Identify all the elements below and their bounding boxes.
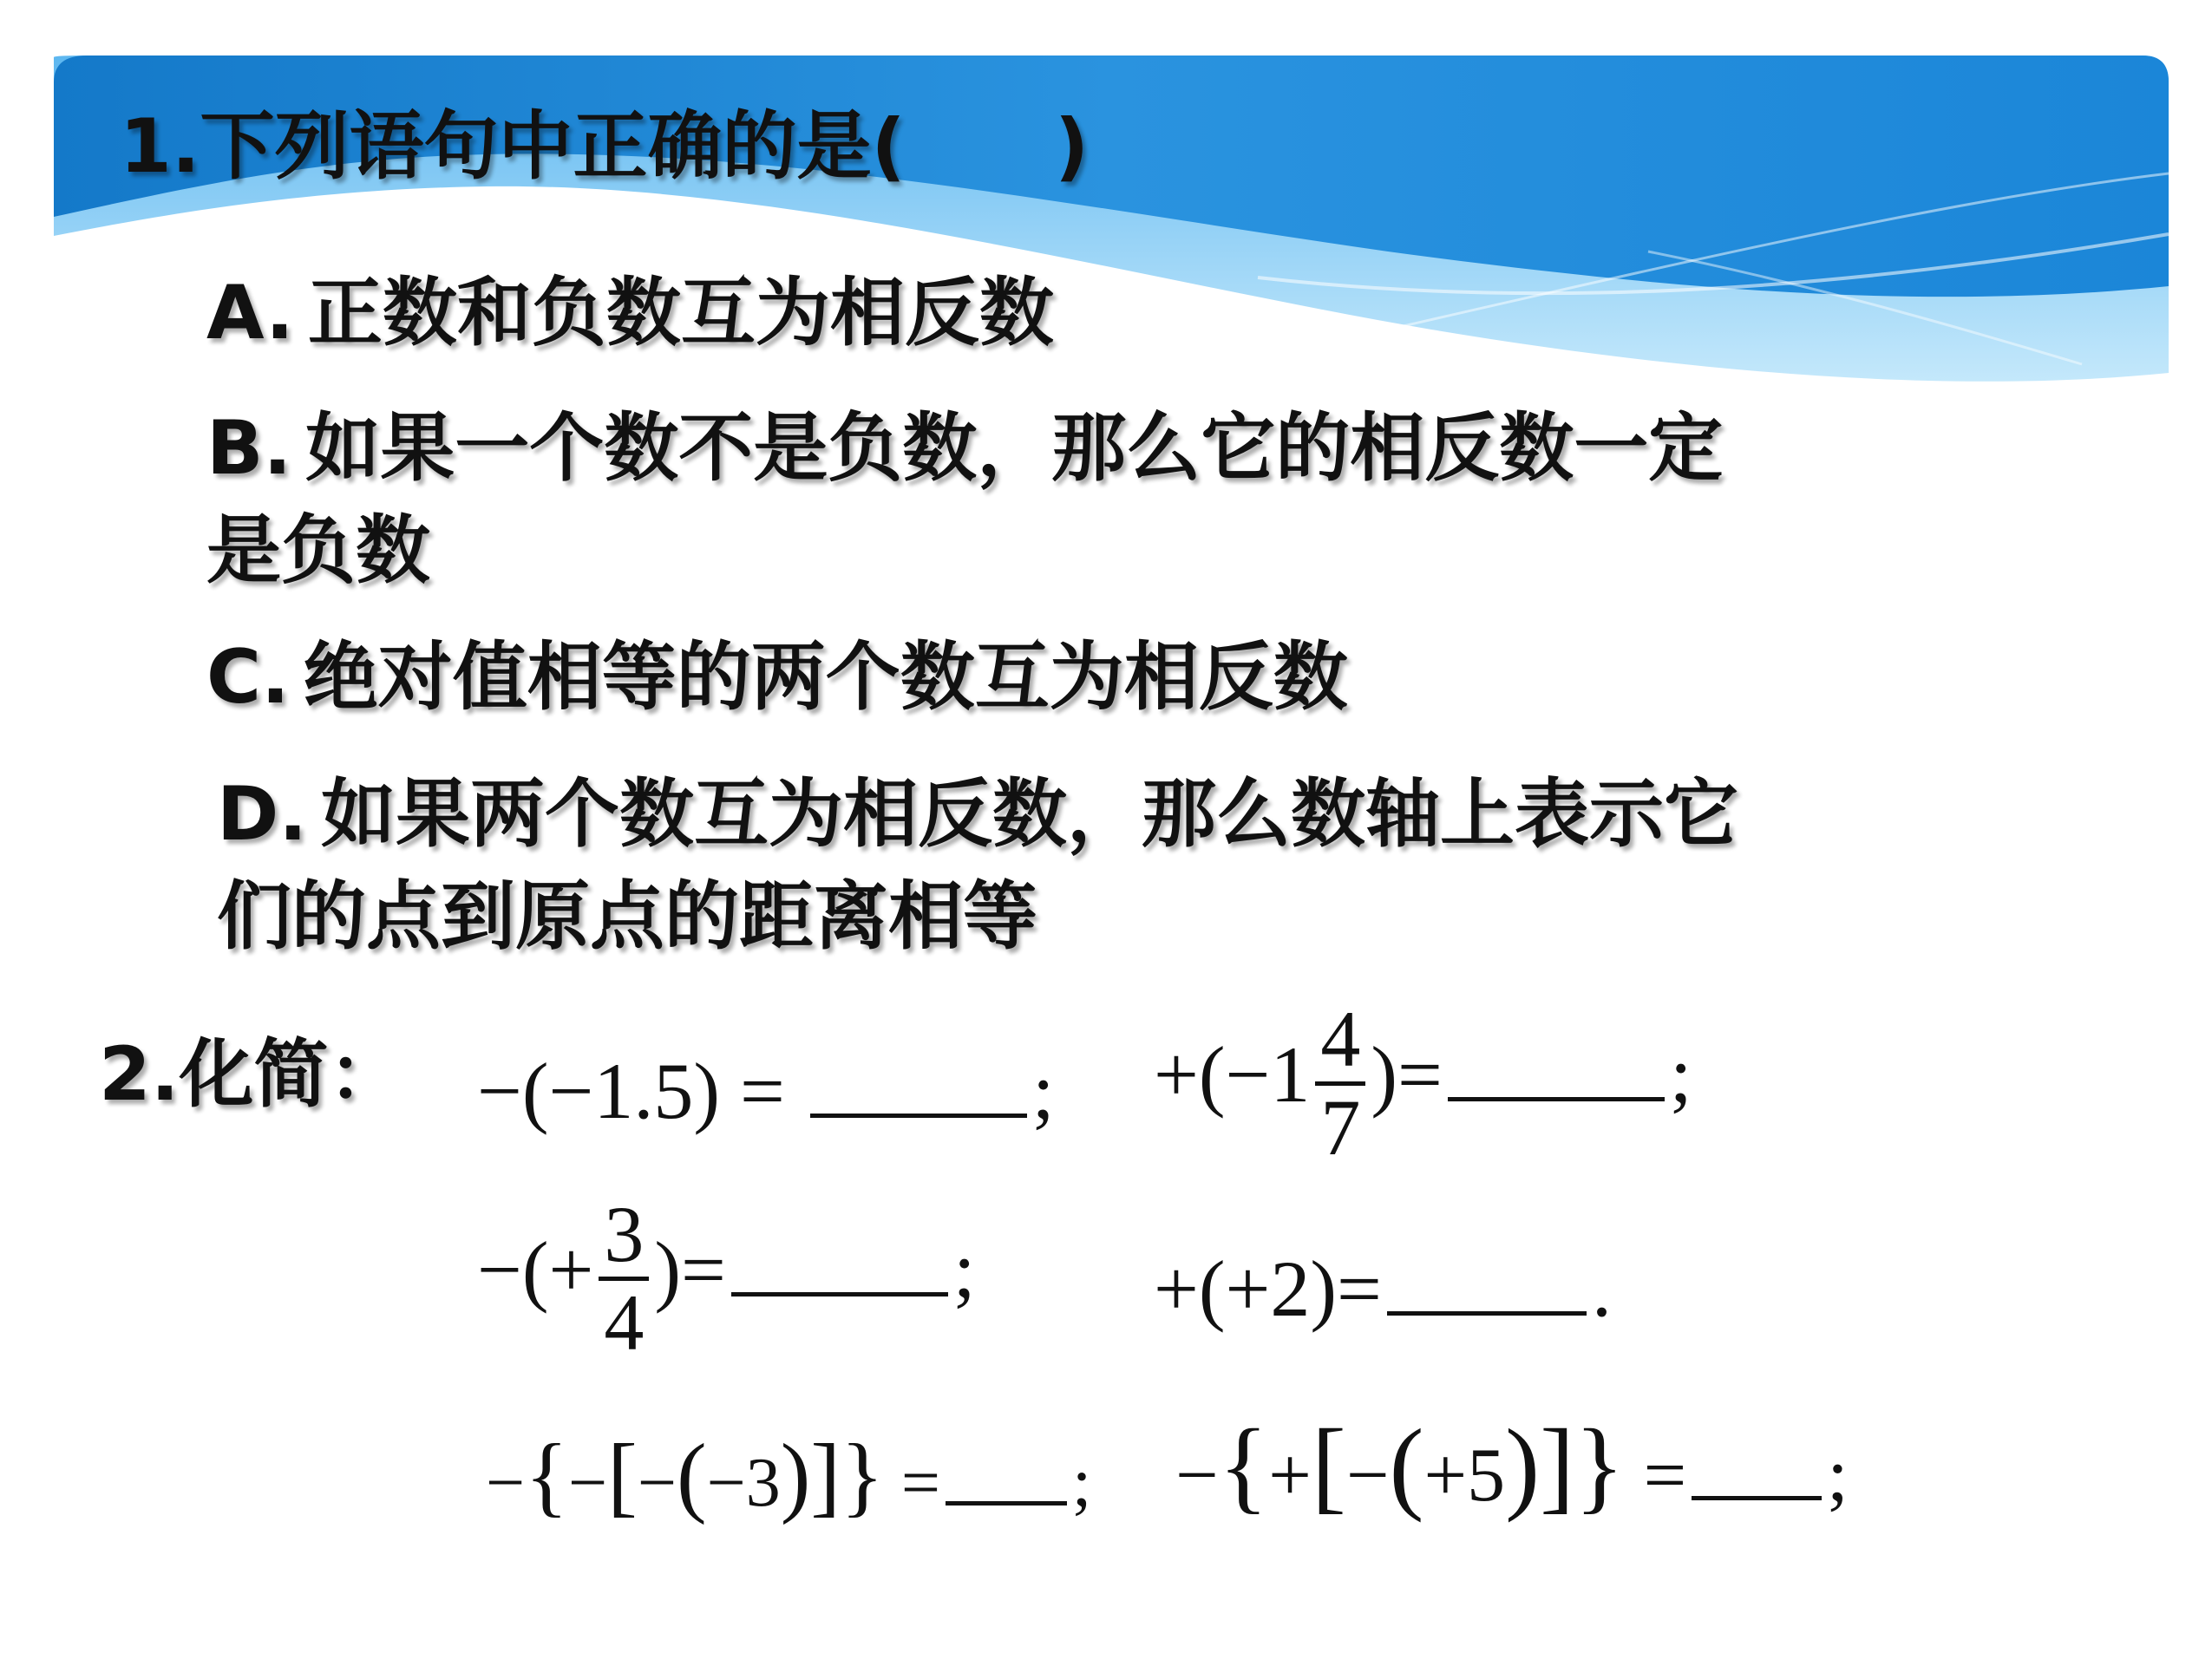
expr6-minus: −	[1175, 1434, 1219, 1518]
option-c-text: 绝对值相等的两个数互为相反数	[303, 634, 1348, 721]
answer-blank-1[interactable]	[810, 1113, 1027, 1118]
expr6-equals: =	[1643, 1434, 1687, 1518]
answer-blank-5[interactable]	[946, 1500, 1067, 1506]
expression-4	[1154, 1244, 1612, 1333]
expr5-minus-3: −	[637, 1445, 677, 1521]
expr5-minus: −	[486, 1445, 526, 1521]
expr6-bracket: [	[1311, 1408, 1346, 1523]
expr5-minus-2: −	[568, 1445, 608, 1521]
expr6-value: +5	[1423, 1434, 1506, 1518]
expr1-text: −(−1.5) =	[477, 1047, 805, 1135]
expr5-close: )]}	[780, 1426, 884, 1525]
option-d[interactable]	[217, 763, 1738, 968]
option-d-text-cont: 们的点到原点的距离相等	[217, 873, 1037, 960]
fraction-denominator: 7	[1320, 1082, 1361, 1172]
option-c[interactable]	[206, 626, 1348, 728]
expr3-end: ;	[952, 1225, 976, 1315]
fraction-numerator: 4	[1320, 995, 1361, 1083]
expression-2	[1154, 995, 1692, 1172]
option-d-label: D.	[217, 771, 308, 858]
expr2-pre: +(−1	[1154, 1030, 1311, 1120]
question1-title: 1.下列语句中正确的是( )	[120, 103, 1090, 190]
expr5-paren: (	[676, 1426, 707, 1525]
expr5-bracket: [	[607, 1426, 638, 1525]
answer-blank-2[interactable]	[1448, 1096, 1665, 1101]
expr3-pre: −(+	[477, 1225, 594, 1315]
option-b-text-cont: 是负数	[206, 507, 430, 594]
expression-3	[477, 1190, 976, 1367]
option-b[interactable]	[206, 397, 1723, 602]
expr6-minus-2: −	[1345, 1434, 1390, 1518]
expr6-close: )]}	[1505, 1408, 1625, 1523]
option-a[interactable]	[206, 262, 1054, 364]
fraction-numerator: 3	[604, 1190, 645, 1278]
expr6-brace: {	[1218, 1408, 1269, 1523]
option-b-text: 如果一个数不是负数，那么它的相反数一定	[305, 405, 1724, 492]
expr6-plus: +	[1268, 1434, 1312, 1518]
option-d-text: 如果两个数互为相反数，那么数轴上表示它	[321, 771, 1739, 858]
expr4-end: .	[1591, 1244, 1612, 1333]
option-c-label: C.	[206, 634, 290, 721]
question2-title: 2.化简：	[99, 1031, 403, 1118]
expression-5	[486, 1426, 1092, 1525]
option-b-label: B.	[206, 405, 292, 492]
expr1-end: ;	[1031, 1047, 1055, 1135]
answer-blank-3[interactable]	[731, 1291, 948, 1297]
expression-6	[1175, 1408, 1849, 1523]
expression-1	[477, 1047, 1055, 1135]
expr5-value: −3	[706, 1445, 781, 1521]
expr4-text: +(+2)=	[1154, 1244, 1382, 1333]
answer-blank-4[interactable]	[1387, 1310, 1587, 1316]
expr5-equals: =	[900, 1445, 941, 1521]
answer-blank-6[interactable]	[1692, 1495, 1822, 1500]
option-a-label: A.	[206, 270, 294, 356]
expr5-brace: {	[525, 1426, 569, 1525]
expr2-end: ;	[1669, 1030, 1692, 1120]
fraction-3-4	[599, 1190, 649, 1367]
expr6-paren: (	[1389, 1408, 1424, 1523]
option-a-text: 正数和负数互为相反数	[307, 270, 1054, 356]
expr6-end: ;	[1827, 1434, 1849, 1518]
expr2-post: )=	[1371, 1030, 1443, 1120]
fraction-4-7	[1315, 995, 1365, 1172]
expr5-end: ;	[1072, 1445, 1092, 1521]
expr3-post: )=	[654, 1225, 726, 1315]
fraction-denominator: 4	[604, 1277, 645, 1367]
